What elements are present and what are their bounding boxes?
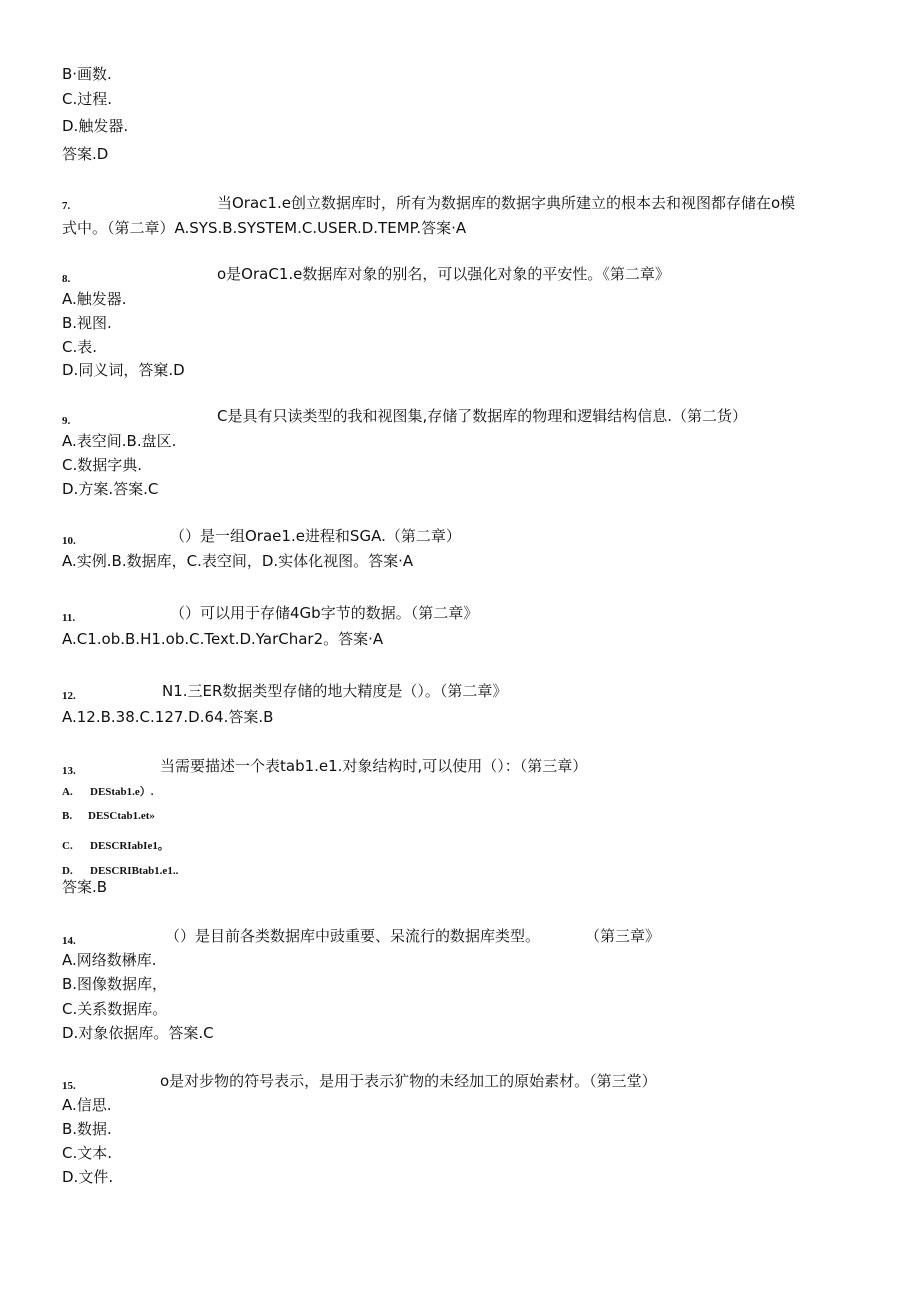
answer: 答案.D xyxy=(62,145,109,163)
question-stem: （）可以用于存储4Gb字节的数据。（第二章》 xyxy=(170,604,479,622)
option-d-answer: D.对象依据库。答案.C xyxy=(62,1024,214,1042)
option-b: B·画数. xyxy=(62,65,112,83)
option-ab: A.表空间.B.盘区. xyxy=(62,432,177,450)
option-b-label: B. xyxy=(62,810,73,822)
option-c: C.关系数据库。 xyxy=(62,1000,168,1018)
option-a: DEStab1.e）. xyxy=(90,786,154,798)
question-continuation: 式中。（第二章）A.SYS.B.SYSTEM.C.USER.D.TEMP.答案·A xyxy=(62,219,467,237)
option-b: B.数据. xyxy=(62,1120,112,1138)
option-c: C.数据字典. xyxy=(62,456,143,474)
question-number: 11. xyxy=(62,612,76,624)
option-d: D.触发器. xyxy=(62,117,129,135)
question-number: 9. xyxy=(62,415,71,427)
question-stem: 当需要描述一个表tab1.e1.对象结构时,可以使用（）：（第三章） xyxy=(160,757,588,775)
question-stem: 当Orac1.e创立数据库时，所有为数据库的数据字典所建立的根本去和视图都存储在o模 xyxy=(217,194,796,212)
option-d-label: D. xyxy=(62,865,73,877)
question-number: 8. xyxy=(62,273,71,285)
option-a: A.网络数楙库. xyxy=(62,951,157,969)
chapter-tag: （第三章》 xyxy=(585,927,661,945)
option-c: C.过程. xyxy=(62,90,113,108)
options-answer: A.实例.B.数据库，C.表空间，D.实体化视图。答案·A xyxy=(62,552,414,570)
question-stem: C是具有只读类型的我和视图集,存储了数据库的物理和逻辑结构信息.（第二货） xyxy=(217,407,748,425)
option-c-label: C. xyxy=(62,840,73,852)
option-d-answer: D.同义词，答窠.D xyxy=(62,361,185,379)
option-a: A.信思. xyxy=(62,1096,112,1114)
question-stem: （）是目前各类数据库中豉重要、呆流行的数据库类型。 xyxy=(165,927,541,945)
option-d: D.文件. xyxy=(62,1168,114,1186)
question-stem: o是OraC1.e数据库对象的别名，可以强化对象的平安性。《第二章》 xyxy=(217,265,670,283)
option-a-label: A. xyxy=(62,786,73,798)
option-b: B.视图. xyxy=(62,314,112,332)
question-stem: （）是一组Orae1.e进程和SGA.（第二章） xyxy=(170,527,461,545)
question-number: 15. xyxy=(62,1080,76,1092)
question-number: 12. xyxy=(62,690,76,702)
question-number: 7. xyxy=(62,200,71,212)
option-c: C.文本. xyxy=(62,1144,113,1162)
question-number: 10. xyxy=(62,535,76,547)
option-a: A.触发器. xyxy=(62,290,127,308)
options-answer: A.C1.ob.B.H1.ob.C.Text.D.YarChar2。答案·A xyxy=(62,630,384,648)
option-d: DESCRIBtab1.e1.. xyxy=(90,865,179,877)
answer: 答案.B xyxy=(62,878,108,896)
option-c: C.表. xyxy=(62,338,98,356)
question-stem: o是对步物的符号表示，是用于表示犷物的未经加工的原始素材。（第三堂） xyxy=(160,1072,657,1090)
options-answer: A.12.B.38.C.127.D.64.答案.B xyxy=(62,708,274,726)
question-number: 13. xyxy=(62,765,76,777)
option-b: B.图像数据库， xyxy=(62,975,168,993)
option-d-answer: D.方案.答案.C xyxy=(62,480,159,498)
question-stem: N1.三ER数据类型存储的地大精度是（）。（第二章》 xyxy=(162,682,508,700)
option-c: DESCRIabIe1。 xyxy=(90,840,169,852)
option-b: DESCtab1.et» xyxy=(88,810,155,822)
question-number: 14. xyxy=(62,935,76,947)
